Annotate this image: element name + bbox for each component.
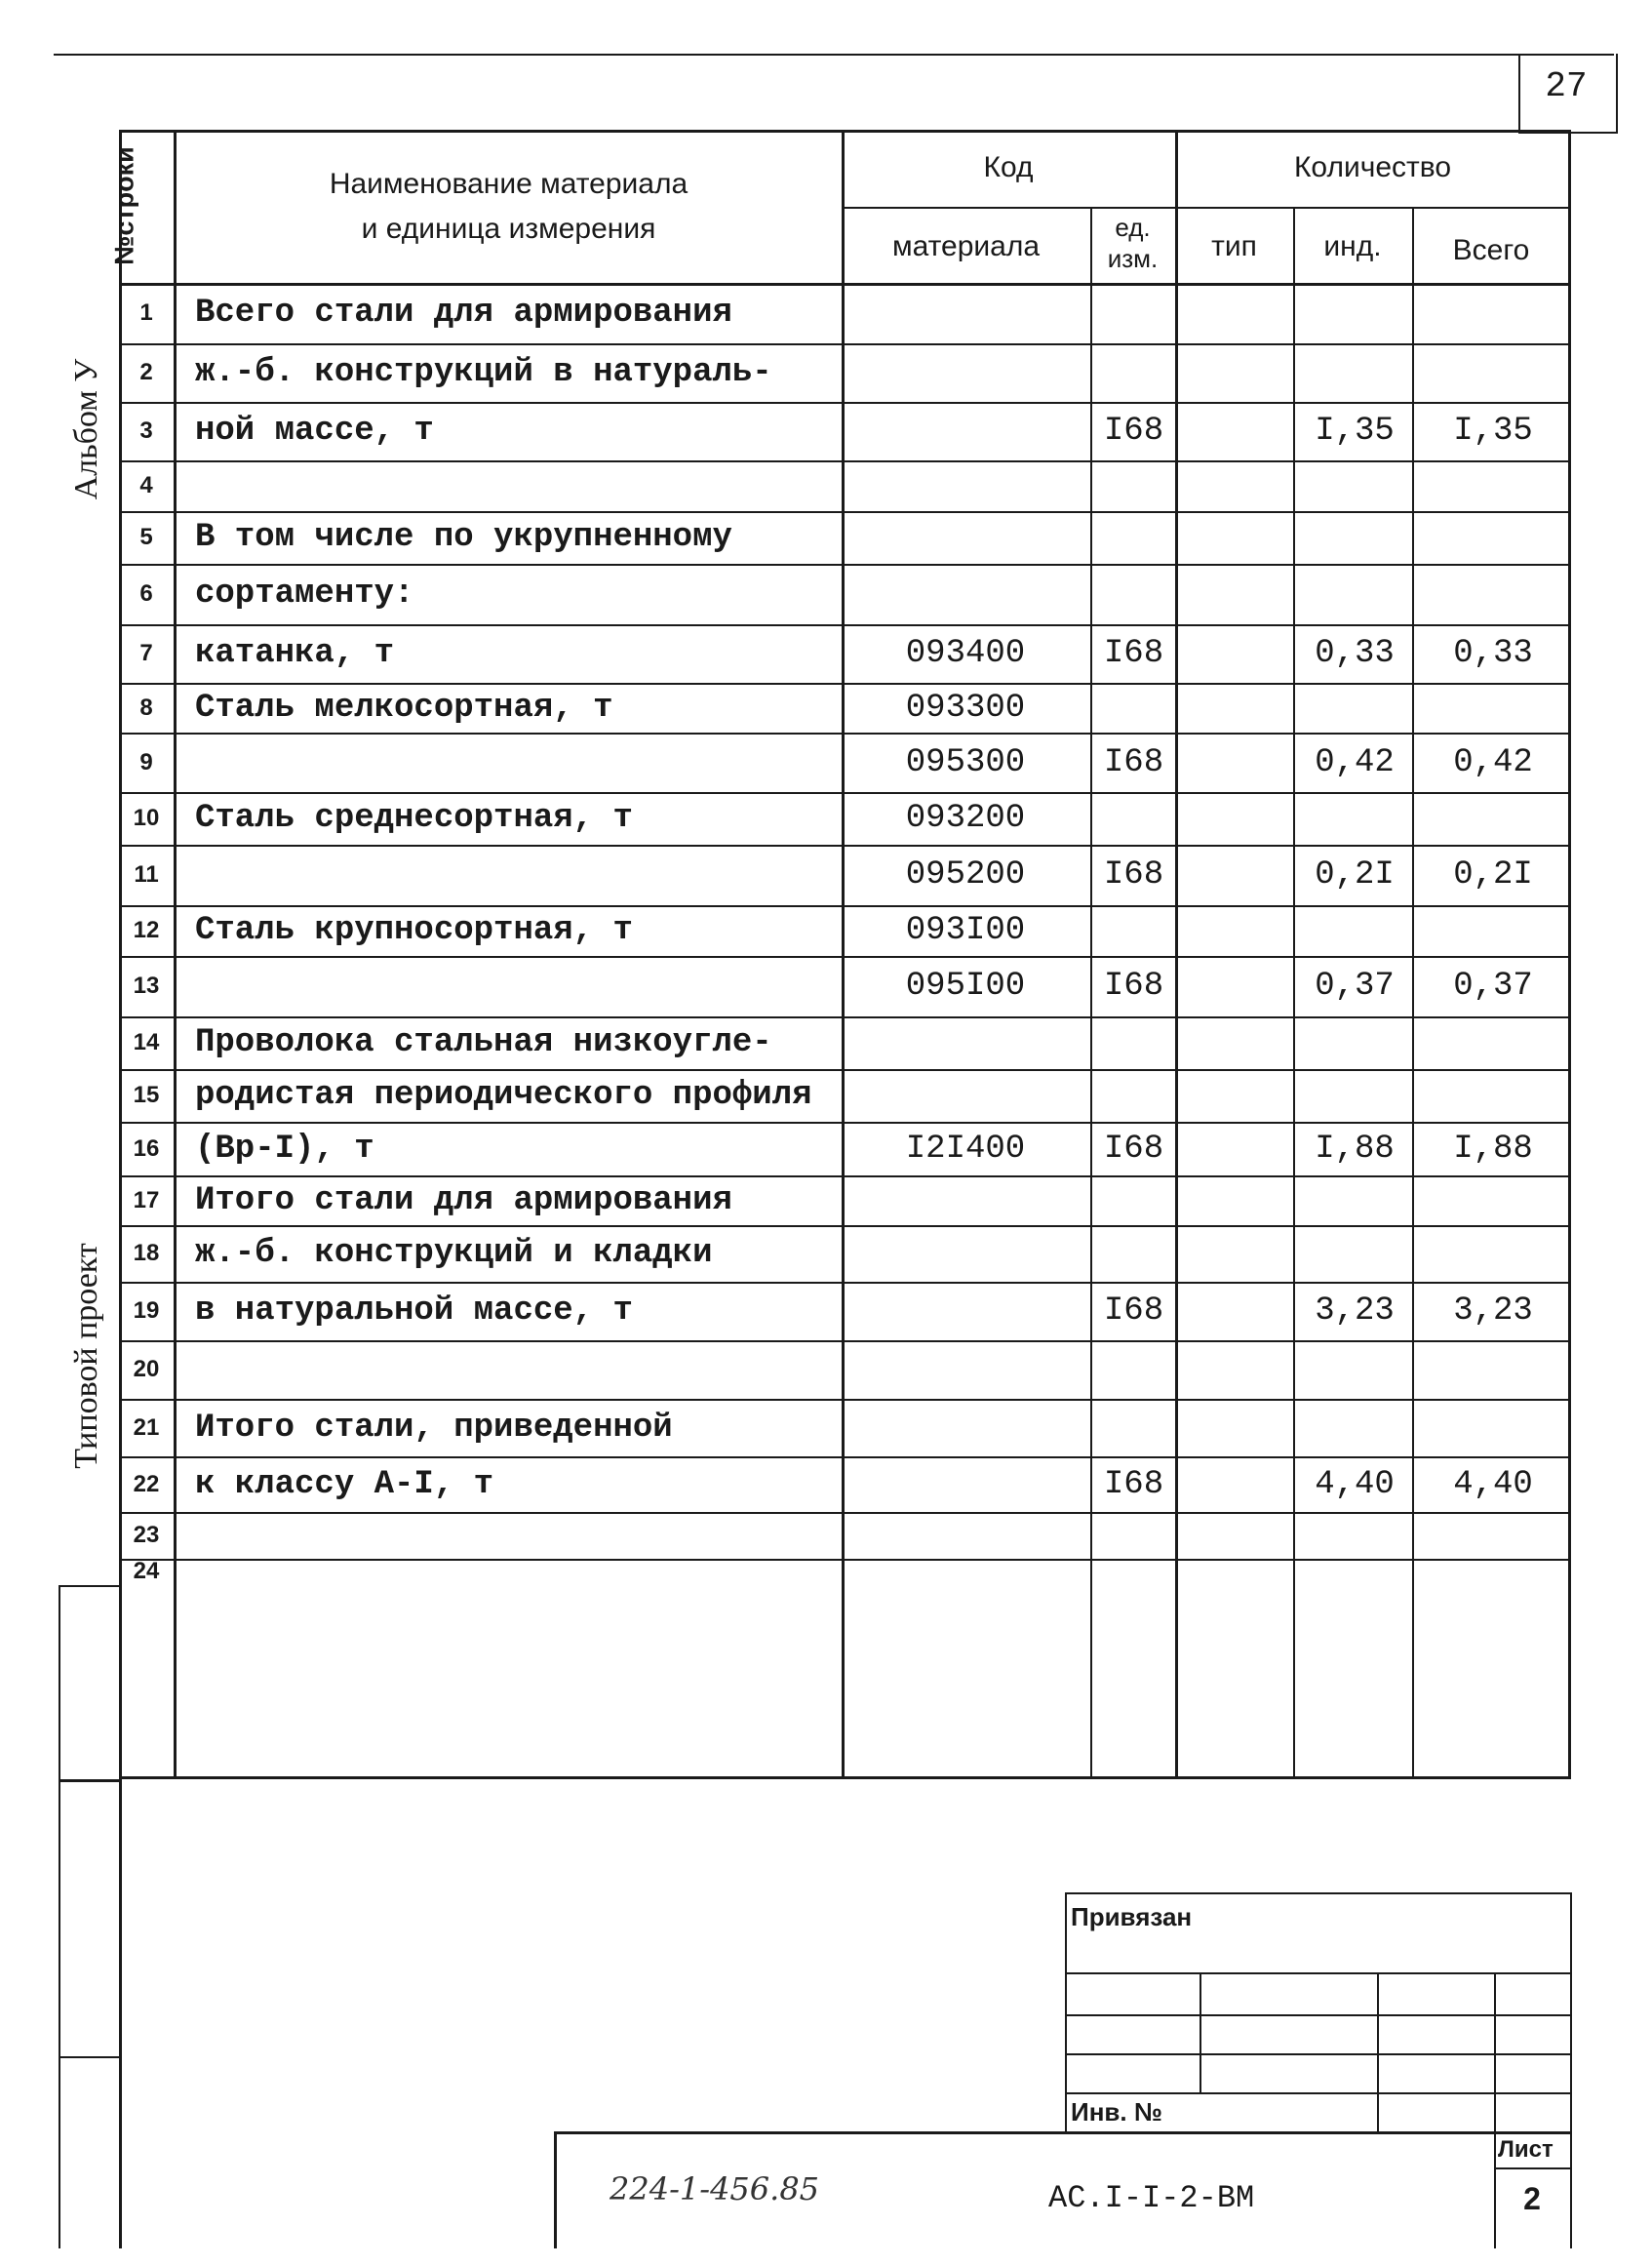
- material-name: сортаменту:: [195, 576, 414, 613]
- unit-code: I68: [1103, 635, 1164, 672]
- header-ind: инд.: [1323, 230, 1382, 262]
- row-line: [119, 624, 1571, 626]
- row-line: [119, 1456, 1571, 1458]
- table-line: [119, 283, 1571, 286]
- row-number: 23: [133, 1522, 160, 1548]
- material-code: 095I00: [905, 968, 1026, 1005]
- row-line: [119, 845, 1571, 847]
- stamp-line: [1065, 1892, 1571, 1894]
- material-code: 095200: [905, 856, 1026, 894]
- material-name: Проволока стальная низкоугле-: [195, 1024, 772, 1061]
- material-name: Сталь мелкосортная, т: [195, 690, 613, 727]
- table-line: [1175, 130, 1178, 1779]
- margin-strip-line: [59, 1585, 120, 1587]
- inv-label: Инв. №: [1071, 2097, 1162, 2127]
- header-name-line1: Наименование материала: [329, 168, 688, 200]
- row-number: 4: [139, 472, 153, 498]
- page-number: 27: [1545, 66, 1588, 106]
- row-line: [119, 1069, 1571, 1071]
- material-name: в натуральной массе, т: [195, 1292, 633, 1330]
- table-line: [1412, 207, 1414, 1779]
- quantity-ind: 0,2I: [1315, 856, 1395, 894]
- material-code: 093I00: [905, 912, 1026, 949]
- header-total: Всего: [1452, 234, 1530, 266]
- unit-code: I68: [1103, 968, 1164, 1005]
- sheet-label: Лист: [1498, 2136, 1554, 2163]
- quantity-total: 0,33: [1453, 635, 1533, 672]
- material-code: 093300: [905, 690, 1026, 727]
- material-code: 093400: [905, 635, 1026, 672]
- row-line: [119, 564, 1571, 566]
- row-number: 5: [139, 524, 153, 550]
- stamp-line: [554, 2131, 557, 2248]
- material-name: Итого стали для армирования: [195, 1182, 732, 1219]
- quantity-ind: 4,40: [1315, 1466, 1395, 1503]
- unit-code: I68: [1103, 744, 1164, 781]
- row-line: [119, 1225, 1571, 1227]
- material-name: (Вр-I), т: [195, 1131, 374, 1168]
- row-number: 9: [139, 749, 153, 775]
- row-line: [119, 1559, 1571, 1561]
- unit-code: I68: [1103, 1131, 1164, 1168]
- header-name-line2: и единица измерения: [361, 213, 656, 245]
- row-line: [119, 1340, 1571, 1342]
- unit-code: I68: [1103, 1466, 1164, 1503]
- material-name: В том числе по укрупненному: [195, 519, 732, 556]
- header-material: материала: [891, 230, 1041, 262]
- handwritten-number: 224-1-456.85: [610, 2170, 820, 2207]
- margin-strip-line: [59, 2056, 120, 2058]
- row-line: [119, 683, 1571, 685]
- quantity-total: 0,42: [1453, 744, 1533, 781]
- row-number: 18: [133, 1240, 160, 1266]
- table-line: [842, 130, 845, 1779]
- row-line: [119, 402, 1571, 404]
- quantity-ind: 3,23: [1315, 1292, 1395, 1330]
- row-number: 16: [133, 1135, 160, 1162]
- margin-strip-line: [59, 1779, 120, 1782]
- row-number: 19: [133, 1297, 160, 1324]
- quantity-total: I,35: [1453, 413, 1533, 450]
- project-label: Типовой проект: [68, 1243, 104, 1469]
- row-number: 6: [139, 580, 153, 607]
- row-number: 3: [139, 417, 153, 444]
- row-number: 14: [133, 1029, 160, 1055]
- row-line: [119, 1282, 1571, 1284]
- document-designation: АС.I-I-2-ВМ: [1048, 2180, 1255, 2216]
- row-number: 21: [133, 1414, 160, 1441]
- row-number: 24: [133, 1558, 160, 1584]
- row-line: [119, 1016, 1571, 1018]
- header-code: Код: [983, 151, 1034, 183]
- row-line: [119, 460, 1571, 462]
- album-label: Альбом У: [68, 358, 104, 500]
- unit-code: I68: [1103, 413, 1164, 450]
- header-type: тип: [1211, 230, 1257, 262]
- row-number: 15: [133, 1082, 160, 1108]
- top-rule: [54, 54, 1614, 56]
- material-name: ной массе, т: [195, 413, 434, 450]
- header-unit-line2: изм.: [1107, 244, 1159, 273]
- material-code: 093200: [905, 800, 1026, 837]
- material-name: родистая периодического профиля: [195, 1077, 812, 1114]
- table-line: [174, 130, 177, 1779]
- stamp-line: [1570, 1892, 1572, 2248]
- row-number: 2: [139, 359, 153, 385]
- quantity-ind: I,88: [1315, 1131, 1395, 1168]
- stamp-line: [1200, 1972, 1201, 2092]
- material-code: 095300: [905, 744, 1026, 781]
- row-line: [119, 792, 1571, 794]
- stamp-line: [1377, 1972, 1379, 2131]
- stamp-line: [554, 2131, 1571, 2134]
- row-number: 11: [134, 861, 159, 888]
- material-name: Всего стали для армирования: [195, 295, 732, 332]
- header-quantity: Количество: [1293, 151, 1452, 183]
- row-number: 7: [139, 640, 153, 666]
- material-name: Сталь крупносортная, т: [195, 912, 633, 949]
- margin-strip-line: [59, 1585, 60, 2248]
- material-name: Итого стали, приведенной: [195, 1410, 673, 1447]
- material-code: I2I400: [905, 1131, 1026, 1168]
- table-line: [1293, 207, 1295, 1779]
- row-number: 10: [133, 805, 160, 831]
- material-name: ж.-б. конструкций и кладки: [195, 1235, 713, 1272]
- row-line: [119, 1122, 1571, 1124]
- quantity-ind: 0,37: [1315, 968, 1395, 1005]
- material-name: Сталь среднесортная, т: [195, 800, 633, 837]
- row-line: [119, 733, 1571, 735]
- row-line: [119, 956, 1571, 958]
- material-name: к классу А-I, т: [195, 1466, 494, 1503]
- quantity-ind: 0,33: [1315, 635, 1395, 672]
- row-number: 13: [133, 973, 160, 999]
- header-unit-line1: ед.: [1115, 213, 1151, 242]
- row-line: [119, 1175, 1571, 1177]
- stamp-line: [1065, 1892, 1067, 2131]
- header-row-number: №строки: [109, 146, 139, 265]
- row-line: [119, 905, 1571, 907]
- quantity-total: I,88: [1453, 1131, 1533, 1168]
- row-line: [119, 343, 1571, 345]
- quantity-ind: I,35: [1315, 413, 1395, 450]
- row-line: [119, 511, 1571, 513]
- unit-code: I68: [1103, 856, 1164, 894]
- row-number: 1: [139, 299, 153, 326]
- linked-label: Привязан: [1071, 1902, 1193, 1931]
- row-line: [119, 1512, 1571, 1514]
- row-number: 8: [139, 695, 153, 721]
- row-number: 12: [133, 917, 160, 943]
- quantity-total: 0,37: [1453, 968, 1533, 1005]
- row-number: 20: [133, 1356, 160, 1382]
- table-line: [842, 207, 1570, 209]
- unit-code: I68: [1103, 1292, 1164, 1330]
- row-number: 17: [133, 1187, 160, 1213]
- quantity-total: 4,40: [1453, 1466, 1533, 1503]
- quantity-total: 3,23: [1453, 1292, 1533, 1330]
- quantity-ind: 0,42: [1315, 744, 1395, 781]
- sheet-number: 2: [1523, 2181, 1541, 2216]
- row-number: 22: [133, 1471, 160, 1497]
- material-name: катанка, т: [195, 635, 395, 672]
- material-name: ж.-б. конструкций в натураль-: [195, 354, 772, 391]
- quantity-total: 0,2I: [1453, 856, 1533, 894]
- stamp-line: [1494, 2167, 1571, 2169]
- row-line: [119, 1399, 1571, 1401]
